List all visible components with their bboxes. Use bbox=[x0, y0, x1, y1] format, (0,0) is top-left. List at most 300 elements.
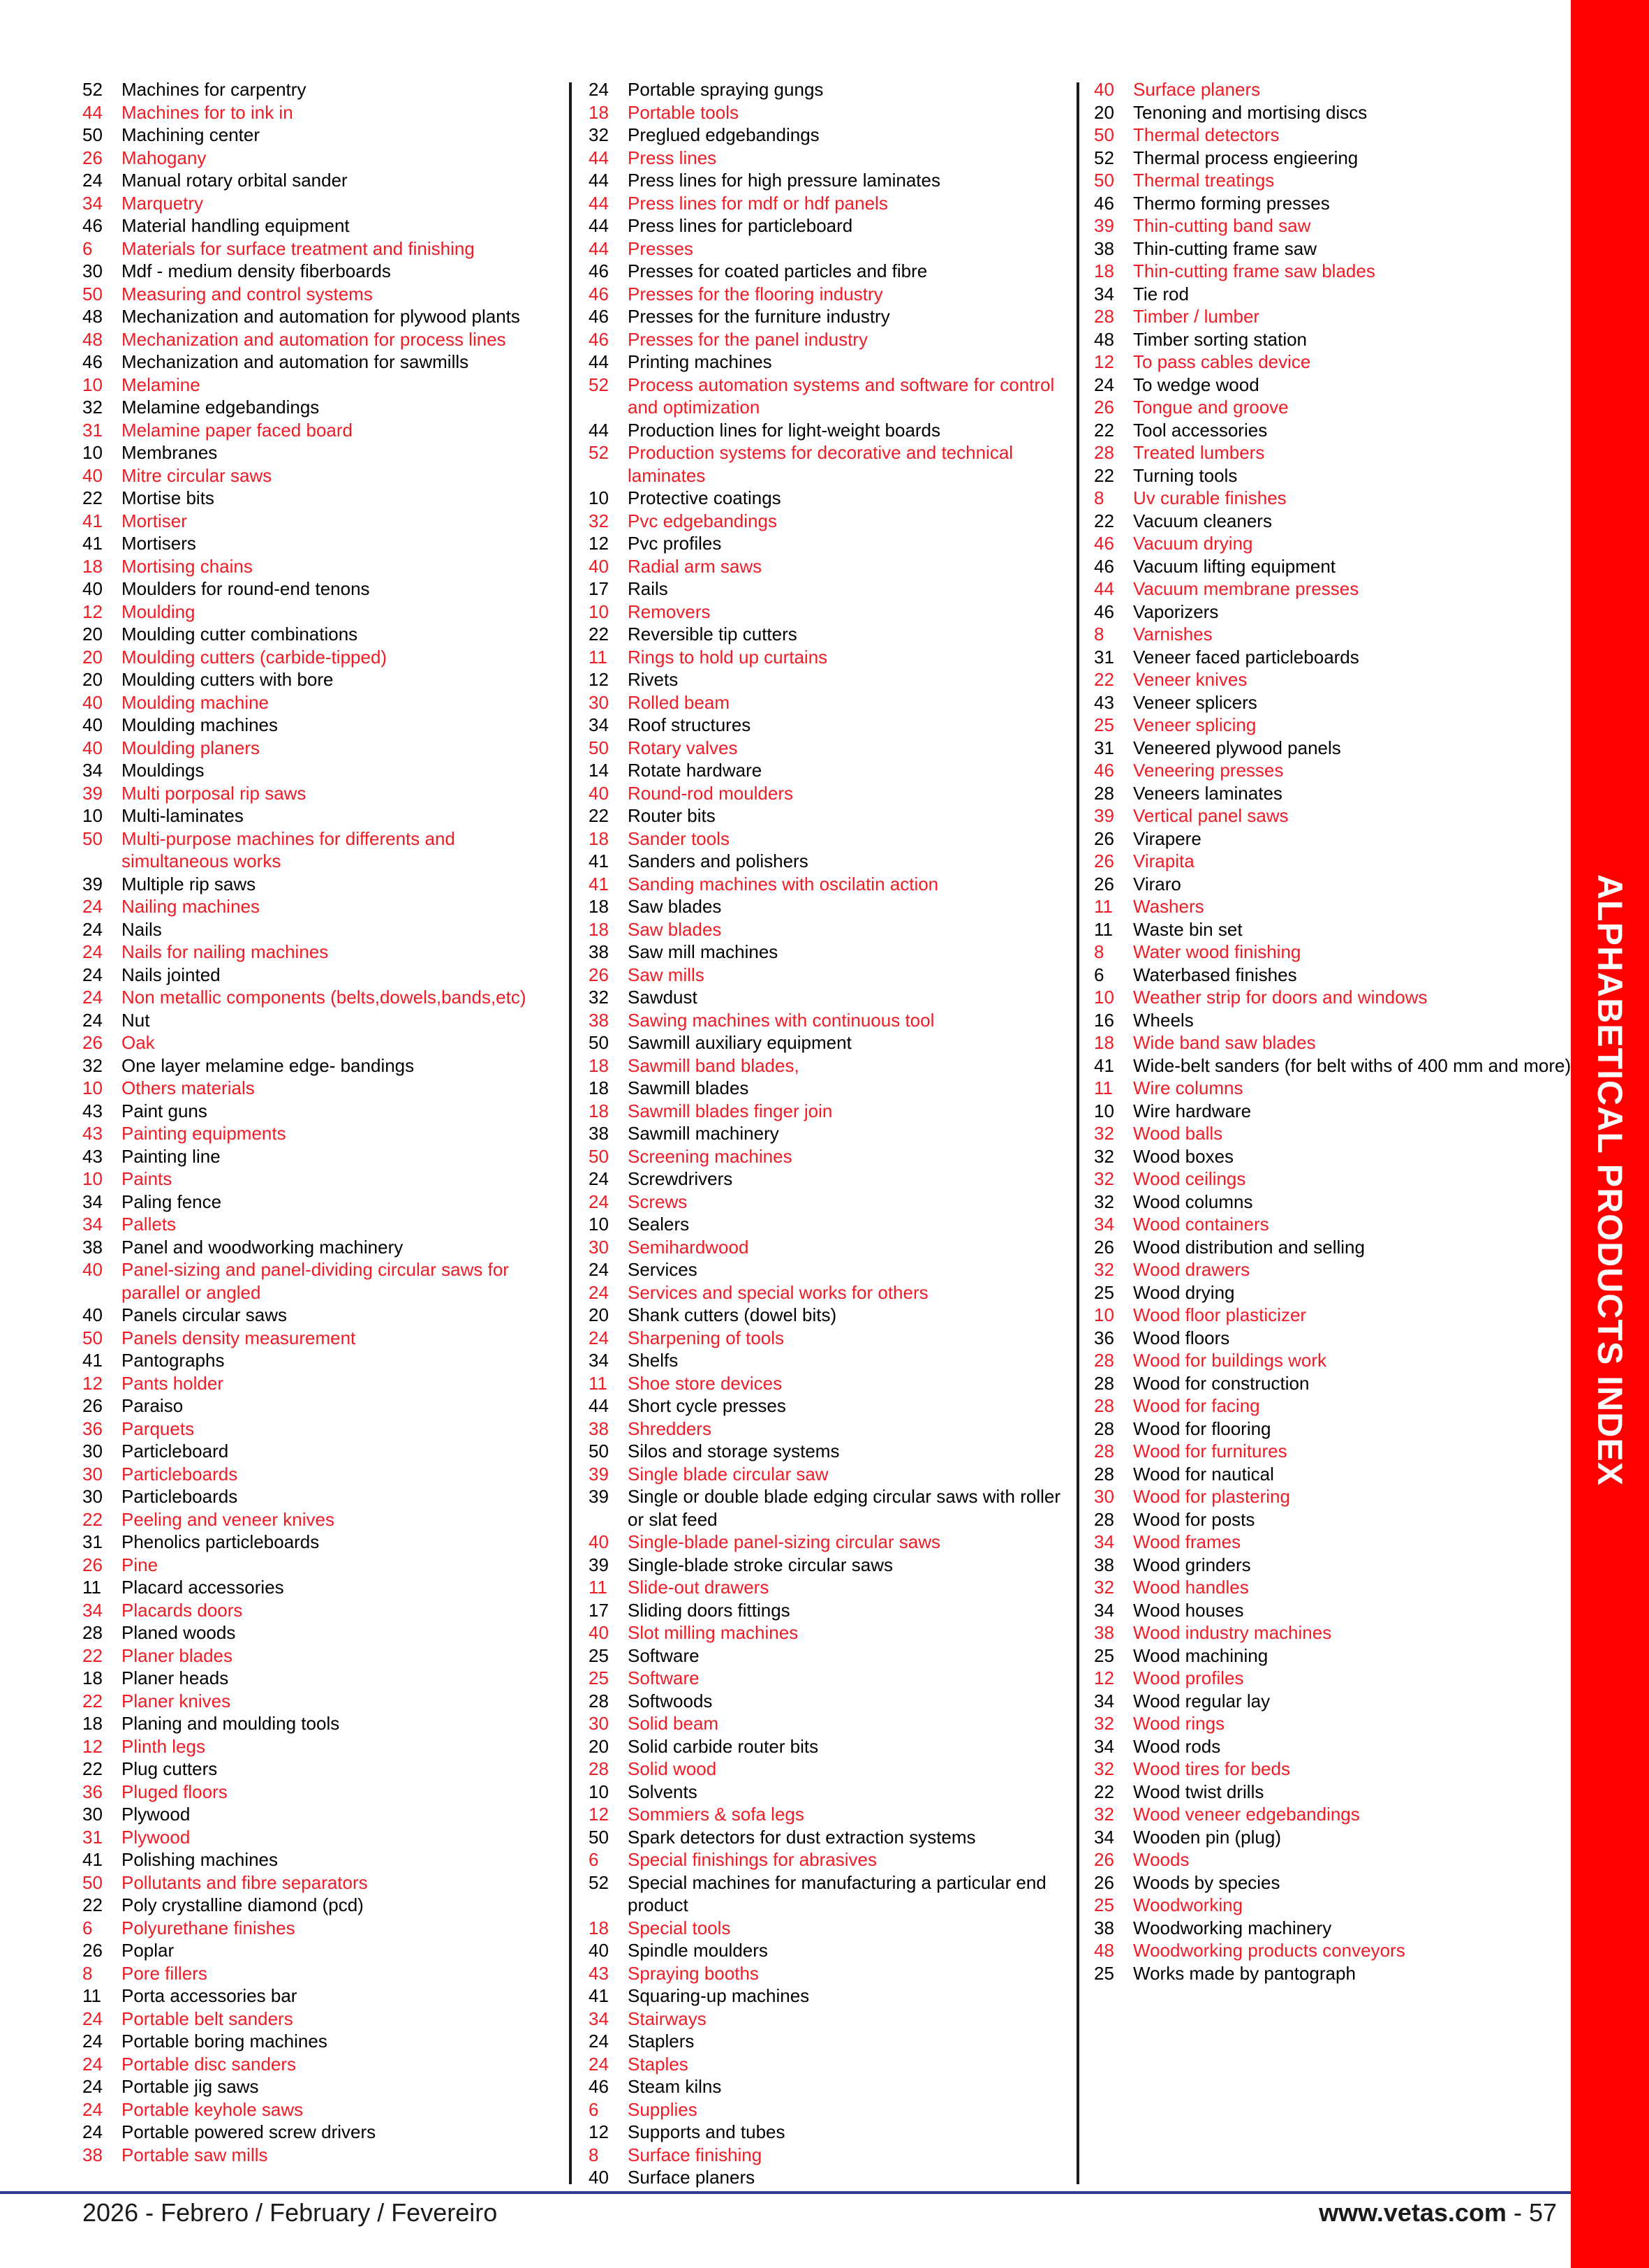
index-entry bbox=[1094, 759, 1576, 782]
index-entry bbox=[82, 260, 564, 283]
index-entry bbox=[589, 2166, 1070, 2189]
index-entry bbox=[1094, 1077, 1576, 1100]
page-ref: 39 bbox=[589, 1554, 609, 1575]
page-ref: 26 bbox=[1094, 1871, 1114, 1893]
index-entry bbox=[82, 601, 564, 624]
entry-label: Portable belt sanders bbox=[121, 2008, 293, 2029]
page-ref: 43 bbox=[1094, 691, 1114, 713]
index-entry bbox=[1094, 78, 1576, 101]
page-ref: 24 bbox=[82, 918, 103, 940]
page-ref: 26 bbox=[82, 1395, 103, 1416]
page-ref: 24 bbox=[82, 987, 103, 1008]
page-ref: 12 bbox=[82, 1735, 103, 1757]
page-ref: 30 bbox=[82, 1463, 103, 1485]
entry-label: Multi porposal rip saws bbox=[121, 782, 306, 804]
page-ref: 52 bbox=[589, 1871, 609, 1893]
index-entry bbox=[1094, 1236, 1576, 1259]
index-entry bbox=[589, 2098, 1070, 2121]
index-entry bbox=[82, 396, 564, 419]
index-entry bbox=[82, 283, 564, 306]
index-entry bbox=[589, 668, 1070, 691]
entry-label: Wood houses bbox=[1133, 1599, 1244, 1621]
index-entry bbox=[589, 1758, 1070, 1781]
index-entry bbox=[82, 1327, 564, 1350]
index-entry bbox=[82, 2053, 564, 2076]
page-ref: 24 bbox=[82, 941, 103, 962]
index-entry bbox=[589, 873, 1070, 896]
index-entry bbox=[589, 1122, 1070, 1145]
page-ref: 16 bbox=[1094, 1009, 1114, 1031]
index-entry bbox=[82, 1667, 564, 1690]
index-entry bbox=[589, 1213, 1070, 1236]
website[interactable]: www.vetas.com bbox=[1319, 2198, 1507, 2227]
index-entry bbox=[1094, 441, 1576, 464]
entry-label: Pine bbox=[121, 1554, 158, 1575]
entry-label: Portable saw mills bbox=[121, 2144, 268, 2165]
entry-label: Wood drawers bbox=[1133, 1259, 1250, 1280]
entry-label: Wood tires for beds bbox=[1133, 1758, 1290, 1779]
entry-label: Panels circular saws bbox=[121, 1304, 287, 1325]
page-ref: 38 bbox=[82, 2144, 103, 2165]
page-ref: 50 bbox=[589, 1032, 609, 1053]
index-entry bbox=[82, 1463, 564, 1486]
entry-label: Screwdrivers bbox=[628, 1168, 733, 1189]
entry-label: Saw mills bbox=[628, 964, 704, 985]
index-entry bbox=[1094, 555, 1576, 578]
page-ref: 39 bbox=[589, 1486, 609, 1507]
page-ref: 6 bbox=[589, 2098, 599, 2120]
page-ref: 28 bbox=[82, 1622, 103, 1643]
index-entry bbox=[1094, 1009, 1576, 1032]
entry-label: Special finishings for abrasives bbox=[628, 1849, 877, 1870]
index-entry bbox=[589, 1327, 1070, 1350]
entry-label: Wood containers bbox=[1133, 1214, 1269, 1235]
entry-label: Mdf - medium density fiberboards bbox=[121, 260, 391, 281]
entry-label: Wood floors bbox=[1133, 1327, 1230, 1348]
entry-label: Presses for coated particles and fibre bbox=[628, 260, 928, 281]
entry-label: Shelfs bbox=[628, 1350, 679, 1371]
page-ref: 25 bbox=[1094, 1962, 1114, 1984]
page-ref: 34 bbox=[1094, 1826, 1114, 1848]
page-ref: 24 bbox=[589, 1191, 609, 1212]
index-entry bbox=[82, 1554, 564, 1577]
index-entry bbox=[82, 1803, 564, 1826]
page-ref: 38 bbox=[589, 1123, 609, 1144]
index-entry bbox=[589, 1554, 1070, 1577]
page-ref: 8 bbox=[1094, 624, 1104, 645]
page-ref: 50 bbox=[589, 1441, 609, 1461]
index-entry bbox=[1094, 1848, 1576, 1871]
index-entry bbox=[1094, 237, 1576, 260]
index-entry bbox=[589, 555, 1070, 578]
entry-label: Wood industry machines bbox=[1133, 1622, 1332, 1643]
page-ref: 48 bbox=[82, 306, 103, 327]
index-entry bbox=[82, 804, 564, 827]
page-ref: 50 bbox=[82, 1871, 103, 1893]
issue-date: 2026 - Febrero / February / Fevereiro bbox=[82, 2198, 498, 2227]
index-entry bbox=[82, 941, 564, 964]
index-entry bbox=[82, 214, 564, 237]
index-entry bbox=[1094, 964, 1576, 987]
index-entry bbox=[82, 1236, 564, 1259]
entry-label: Plywood bbox=[121, 1804, 191, 1825]
entry-label: Nailing machines bbox=[121, 896, 260, 917]
page-number: - 57 bbox=[1506, 2198, 1557, 2227]
entry-label: Planer blades bbox=[121, 1644, 232, 1666]
page-ref: 20 bbox=[82, 646, 103, 668]
index-entry bbox=[82, 305, 564, 328]
index-entry bbox=[82, 532, 564, 555]
index-entry bbox=[82, 1009, 564, 1032]
page-ref: 22 bbox=[1094, 419, 1114, 441]
index-entry bbox=[1094, 1690, 1576, 1713]
entry-label: Sanding machines with oscilatin action bbox=[628, 873, 939, 894]
page-ref: 11 bbox=[1094, 896, 1113, 917]
page-ref: 24 bbox=[82, 2098, 103, 2120]
index-entry bbox=[82, 2121, 564, 2144]
page-ref: 14 bbox=[589, 760, 609, 781]
index-entry bbox=[1094, 1871, 1576, 1894]
page-ref: 17 bbox=[589, 1599, 609, 1621]
index-entry bbox=[1094, 1576, 1576, 1599]
page-ref: 31 bbox=[1094, 646, 1114, 668]
index-entry bbox=[1094, 1485, 1576, 1508]
page-ref: 22 bbox=[1094, 510, 1114, 531]
page-ref: 30 bbox=[589, 1236, 609, 1258]
index-entry bbox=[82, 441, 564, 464]
entry-label: Squaring-up machines bbox=[628, 1985, 810, 2006]
page-ref: 32 bbox=[82, 397, 103, 418]
index-entry bbox=[1094, 577, 1576, 601]
index-entry bbox=[82, 1735, 564, 1758]
entry-label: Planer heads bbox=[121, 1667, 229, 1688]
index-entry bbox=[1094, 714, 1576, 737]
page-ref: 50 bbox=[1094, 170, 1114, 191]
entry-label: Tongue and groove bbox=[1133, 397, 1289, 418]
index-entry bbox=[589, 147, 1070, 170]
index-entry bbox=[589, 2053, 1070, 2076]
page-ref: 24 bbox=[82, 2053, 103, 2075]
page-ref: 46 bbox=[589, 328, 609, 350]
index-entry bbox=[1094, 1145, 1576, 1168]
entry-label: Virapita bbox=[1133, 850, 1195, 871]
page-ref: 10 bbox=[589, 487, 609, 508]
entry-label: Wood for construction bbox=[1133, 1372, 1310, 1394]
index-entry bbox=[589, 1962, 1070, 1985]
page-ref: 20 bbox=[589, 1735, 609, 1757]
page-ref: 46 bbox=[1094, 601, 1114, 622]
entry-label: Paints bbox=[121, 1168, 172, 1189]
entry-label: Sawdust bbox=[628, 987, 697, 1008]
entry-label: Waterbased finishes bbox=[1133, 964, 1297, 985]
page-ref: 44 bbox=[82, 101, 103, 123]
entry-label: Multi-laminates bbox=[121, 805, 244, 826]
entry-label: Sawmill band blades, bbox=[628, 1054, 799, 1076]
entry-label: Machining center bbox=[121, 124, 260, 145]
index-entry bbox=[82, 1576, 564, 1599]
entry-label: Wood for buildings work bbox=[1133, 1350, 1326, 1371]
index-entry bbox=[1094, 419, 1576, 442]
index-entry bbox=[589, 918, 1070, 941]
entry-label: Special tools bbox=[628, 1917, 731, 1938]
entry-label: Router bits bbox=[628, 805, 716, 826]
index-entry bbox=[82, 2030, 564, 2053]
index-entry bbox=[82, 1508, 564, 1531]
page-ref: 34 bbox=[82, 1214, 103, 1235]
entry-label: Paint guns bbox=[121, 1100, 207, 1121]
page-ref: 30 bbox=[82, 1441, 103, 1461]
page-ref: 38 bbox=[589, 1009, 609, 1031]
entry-label: Parquets bbox=[121, 1418, 195, 1439]
page-ref: 26 bbox=[1094, 1849, 1114, 1870]
entry-label: Viraro bbox=[1133, 873, 1181, 894]
page-ref: 40 bbox=[82, 1304, 103, 1325]
column-divider bbox=[569, 82, 572, 2184]
page-ref: 30 bbox=[82, 1804, 103, 1825]
index-entry bbox=[589, 1690, 1070, 1713]
entry-label: Particleboard bbox=[121, 1441, 229, 1461]
entry-label: Painting line bbox=[121, 1145, 221, 1167]
entry-label: Press lines bbox=[628, 147, 717, 168]
index-entry bbox=[82, 1758, 564, 1781]
entry-label: Plinth legs bbox=[121, 1735, 205, 1757]
page-ref: 44 bbox=[589, 147, 609, 168]
page-ref: 41 bbox=[82, 510, 103, 531]
page-ref: 18 bbox=[1094, 1032, 1114, 1053]
index-entry bbox=[1094, 827, 1576, 850]
index-entry bbox=[82, 1349, 564, 1372]
index-entry bbox=[589, 1463, 1070, 1486]
index-entry bbox=[1094, 1894, 1576, 1917]
index-entry bbox=[1094, 283, 1576, 306]
entry-label: Nails jointed bbox=[121, 964, 221, 985]
page-ref: 50 bbox=[589, 1145, 609, 1167]
index-entry bbox=[1094, 260, 1576, 283]
index-entry bbox=[82, 124, 564, 147]
entry-label: Wood twist drills bbox=[1133, 1781, 1264, 1802]
index-entry bbox=[82, 1781, 564, 1804]
index-entry bbox=[82, 374, 564, 397]
page-ref: 11 bbox=[82, 1985, 101, 2006]
index-entry bbox=[589, 1258, 1070, 1281]
index-entry bbox=[1094, 873, 1576, 896]
page-ref: 46 bbox=[589, 2076, 609, 2097]
index-column-2 bbox=[589, 78, 1070, 2189]
page-ref: 28 bbox=[589, 1690, 609, 1711]
page-ref: 32 bbox=[1094, 1259, 1114, 1280]
entry-label: Timber sorting station bbox=[1133, 328, 1308, 350]
index-entry bbox=[82, 101, 564, 124]
index-entry bbox=[82, 964, 564, 987]
index-entry bbox=[1094, 396, 1576, 419]
index-entry bbox=[1094, 1712, 1576, 1735]
index-entry bbox=[82, 2008, 564, 2031]
index-entry bbox=[82, 2098, 564, 2121]
page-ref: 12 bbox=[589, 669, 609, 690]
page-ref: 38 bbox=[1094, 237, 1114, 259]
page-ref: 44 bbox=[589, 351, 609, 372]
page-ref: 28 bbox=[1094, 1350, 1114, 1371]
page-ref: 24 bbox=[82, 2076, 103, 2097]
entry-label: Portable keyhole saws bbox=[121, 2098, 304, 2120]
index-entry bbox=[589, 510, 1070, 533]
page-ref: 12 bbox=[589, 2121, 609, 2142]
entry-label: Sawmill machinery bbox=[628, 1123, 779, 1144]
entry-label: Veneering presses bbox=[1133, 760, 1284, 781]
index-entry bbox=[1094, 169, 1576, 192]
index-entry bbox=[1094, 1122, 1576, 1145]
page-ref: 24 bbox=[82, 896, 103, 917]
index-entry bbox=[82, 1168, 564, 1191]
entry-label: Staplers bbox=[628, 2031, 695, 2052]
index-entry bbox=[1094, 192, 1576, 215]
index-entry bbox=[1094, 1917, 1576, 1940]
index-entry bbox=[82, 192, 564, 215]
entry-label: Poplar bbox=[121, 1940, 175, 1961]
page-ref: 28 bbox=[1094, 1463, 1114, 1485]
page-ref: 34 bbox=[82, 192, 103, 214]
index-entry bbox=[589, 782, 1070, 805]
index-entry bbox=[589, 1440, 1070, 1463]
entry-label: Moulding bbox=[121, 601, 195, 622]
entry-label: Single-blade panel-sizing circular saws bbox=[628, 1531, 940, 1552]
index-entry bbox=[1094, 464, 1576, 487]
entry-label: Presses for the flooring industry bbox=[628, 283, 883, 304]
entry-label: Veneers laminates bbox=[1133, 782, 1282, 804]
page-ref: 40 bbox=[82, 1259, 103, 1280]
entry-label: Materials for surface treatment and finishing bbox=[121, 237, 475, 259]
entry-label: Tool accessories bbox=[1133, 419, 1268, 441]
index-entry bbox=[589, 601, 1070, 624]
page-ref: 26 bbox=[1094, 397, 1114, 418]
entry-label: Thin-cutting band saw bbox=[1133, 215, 1311, 236]
page-ref: 18 bbox=[82, 1667, 103, 1688]
entry-label: Roof structures bbox=[628, 714, 751, 735]
page-ref: 10 bbox=[589, 1781, 609, 1802]
entry-label: Pore fillers bbox=[121, 1962, 207, 1984]
page-ref: 10 bbox=[589, 601, 609, 622]
page-ref: 10 bbox=[589, 1214, 609, 1235]
entry-label: Pants holder bbox=[121, 1372, 223, 1394]
index-entry bbox=[1094, 1281, 1576, 1304]
page-ref: 50 bbox=[82, 283, 103, 304]
index-entry bbox=[82, 1531, 564, 1554]
entry-label: Washers bbox=[1133, 896, 1204, 917]
index-entry bbox=[1094, 1962, 1576, 1985]
page-ref: 12 bbox=[82, 1372, 103, 1394]
entry-label: Veneer faced particleboards bbox=[1133, 646, 1359, 668]
page-ref: 41 bbox=[82, 1350, 103, 1371]
index-entry bbox=[1094, 1826, 1576, 1849]
entry-label: Rails bbox=[628, 578, 668, 599]
entry-label: Mahogany bbox=[121, 147, 207, 168]
page-ref: 31 bbox=[82, 1826, 103, 1848]
entry-label: Protective coatings bbox=[628, 487, 781, 508]
index-entry bbox=[82, 1394, 564, 1418]
entry-label: Wire columns bbox=[1133, 1077, 1243, 1098]
entry-label: Portable powered screw drivers bbox=[121, 2121, 376, 2142]
page-ref: 28 bbox=[1094, 442, 1114, 463]
index-entry bbox=[82, 827, 564, 873]
page-ref: 32 bbox=[1094, 1168, 1114, 1189]
page-ref: 38 bbox=[589, 1418, 609, 1439]
page-ref: 24 bbox=[82, 170, 103, 191]
page-ref: 40 bbox=[589, 555, 609, 577]
entry-label: Semihardwood bbox=[628, 1236, 749, 1258]
index-entry bbox=[589, 941, 1070, 964]
index-entry bbox=[589, 1667, 1070, 1690]
page-ref: 22 bbox=[589, 805, 609, 826]
page-ref: 20 bbox=[82, 624, 103, 645]
index-entry bbox=[589, 1735, 1070, 1758]
page-ref: 40 bbox=[589, 2167, 609, 2188]
entry-label: Press lines for particleboard bbox=[628, 215, 853, 236]
entry-label: Membranes bbox=[121, 442, 218, 463]
page-ref: 39 bbox=[82, 873, 103, 894]
entry-label: Solid beam bbox=[628, 1713, 719, 1734]
index-entry bbox=[589, 2075, 1070, 2098]
entry-label: Placards doors bbox=[121, 1599, 243, 1621]
index-entry bbox=[589, 646, 1070, 669]
entry-label: Vacuum membrane presses bbox=[1133, 578, 1359, 599]
entry-label: Moulders for round-end tenons bbox=[121, 578, 370, 599]
entry-label: Works made by pantograph bbox=[1133, 1962, 1356, 1984]
index-entry bbox=[589, 737, 1070, 760]
page-ref: 46 bbox=[82, 215, 103, 236]
page-ref: 43 bbox=[82, 1123, 103, 1144]
page-ref: 40 bbox=[82, 737, 103, 758]
index-entry bbox=[589, 2144, 1070, 2167]
page-ref: 46 bbox=[589, 306, 609, 327]
index-entry bbox=[82, 419, 564, 442]
page-ref: 26 bbox=[1094, 850, 1114, 871]
page-ref: 44 bbox=[589, 215, 609, 236]
entry-label: Shredders bbox=[628, 1418, 711, 1439]
index-entry bbox=[82, 623, 564, 646]
entry-label: Thermal detectors bbox=[1133, 124, 1280, 145]
index-entry bbox=[589, 691, 1070, 714]
index-entry bbox=[82, 1621, 564, 1644]
entry-label: Wood for plastering bbox=[1133, 1486, 1290, 1507]
index-entry bbox=[82, 1962, 564, 1985]
page-ref: 34 bbox=[1094, 1690, 1114, 1711]
column-divider bbox=[1077, 82, 1079, 2184]
index-entry bbox=[82, 577, 564, 601]
page-ref: 22 bbox=[82, 1894, 103, 1915]
entry-label: Solvents bbox=[628, 1781, 697, 1802]
entry-label: To pass cables device bbox=[1133, 351, 1311, 372]
page-ref: 18 bbox=[589, 918, 609, 940]
entry-label: Nails bbox=[121, 918, 162, 940]
page-ref: 26 bbox=[82, 147, 103, 168]
index-entry bbox=[589, 1009, 1070, 1032]
page-ref: 30 bbox=[589, 1713, 609, 1734]
index-entry bbox=[1094, 895, 1576, 918]
page-ref: 26 bbox=[1094, 873, 1114, 894]
page-ref: 25 bbox=[1094, 1644, 1114, 1666]
page-ref: 50 bbox=[82, 1327, 103, 1348]
page-ref: 22 bbox=[82, 1644, 103, 1666]
entry-label: Removers bbox=[628, 601, 711, 622]
entry-label: Virapere bbox=[1133, 827, 1201, 849]
index-entry bbox=[1094, 1803, 1576, 1826]
entry-label: Production lines for light-weight boards bbox=[628, 419, 941, 441]
entry-label: Round-rod moulders bbox=[628, 782, 794, 804]
page-ref: 18 bbox=[589, 1100, 609, 1121]
page-ref: 6 bbox=[82, 1917, 93, 1938]
entry-label: Saw blades bbox=[628, 918, 722, 940]
index-entry bbox=[589, 895, 1070, 918]
